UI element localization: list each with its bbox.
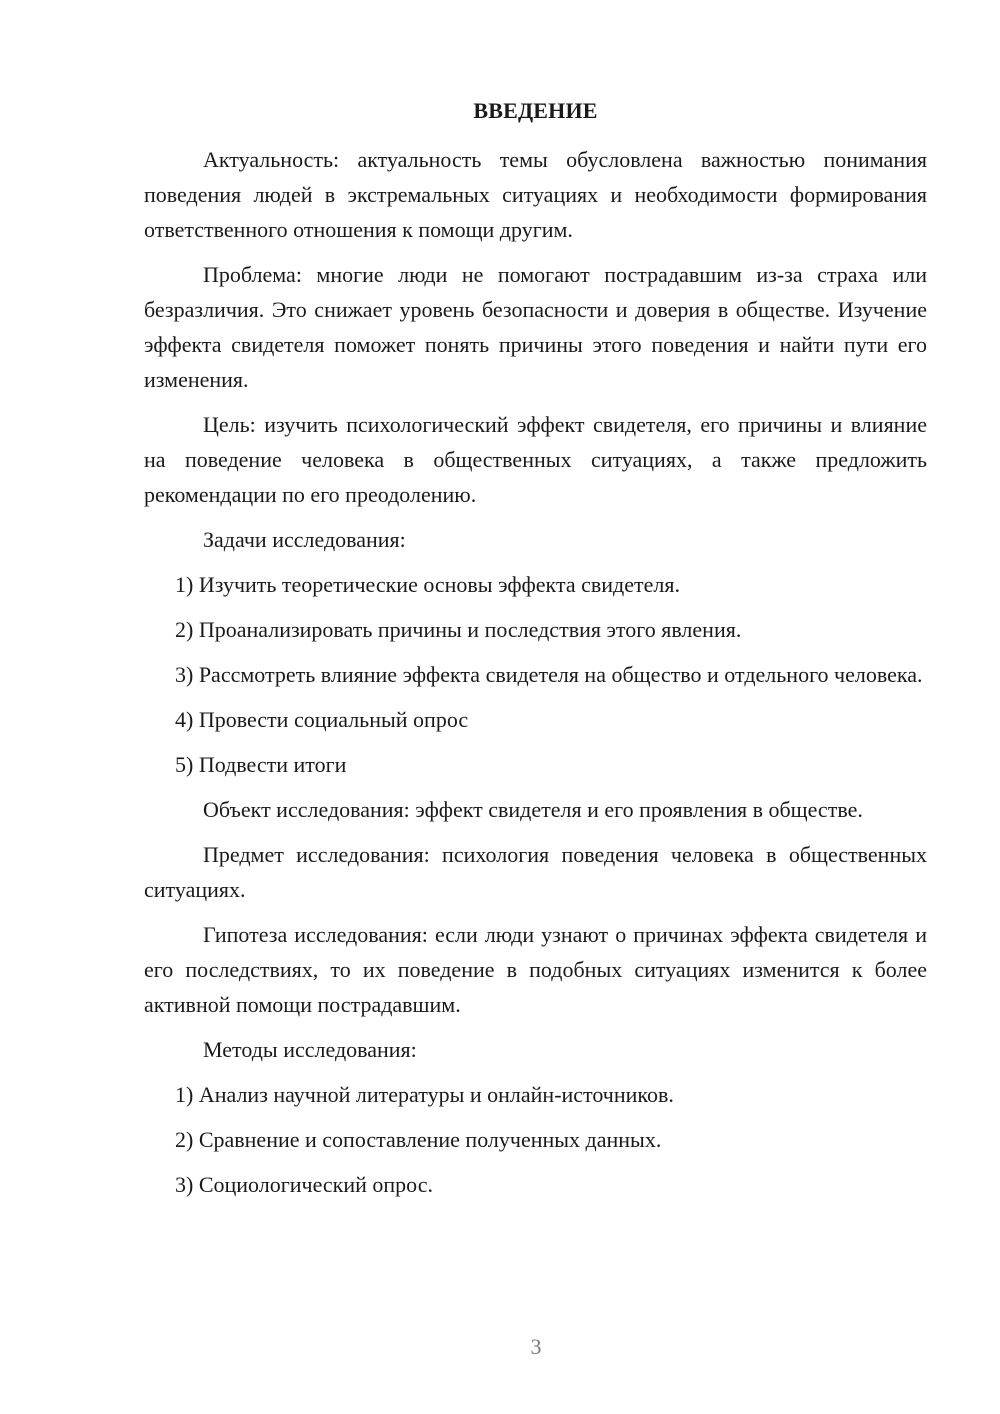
document-body: [144, 142, 927, 1212]
page-number: 3: [530, 1334, 542, 1359]
goal-paragraph: Цель: изучить психологический эффект свидетеля, его причины и влияние на поведение человека в общественных ситуациях, а также предложить рекомендации по его преодолению.: [144, 412, 927, 507]
method-item: 1) Анализ научной литературы и онлайн-источников.: [175, 1082, 674, 1107]
method-item: 2) Сравнение и сопоставление полученных данных.: [175, 1127, 662, 1152]
task-item: 3) Рассмотреть влияние эффекта свидетеля на общество и отдельного человека.: [175, 662, 923, 687]
task-item: 1) Изучить теоретические основы эффекта свидетеля.: [175, 572, 680, 597]
problem-paragraph: Проблема: многие люди не помогают пострадавшим из-за страха или безразличия. Это снижает уровень безопасности и доверия в обществе. Изучение эффекта свидетеля поможет понять причины этого поведения и найти пути его изменения.: [144, 262, 927, 392]
tasks-title: Задачи исследования:: [203, 527, 406, 552]
object-paragraph: Объект исследования: эффект свидетеля и его проявления в обществе.: [203, 797, 863, 822]
task-item: 2) Проанализировать причины и последствия этого явления.: [175, 617, 742, 642]
hypothesis-paragraph: Гипотеза исследования: если люди узнают о причинах эффекта свидетеля и его последствиях, то их поведение в подобных ситуациях изменится к более активной помощи пострадавшим.: [144, 922, 927, 1017]
subject-paragraph: Предмет исследования: психология поведения человека в общественных ситуациях.: [144, 842, 927, 902]
section-heading: ВВЕДЕНИЕ: [473, 98, 598, 123]
relevance-paragraph: Актуальность: актуальность темы обусловлена важностью понимания поведения людей в экстремальных ситуациях и необходимости формирования ответственного отношения к помощи другим.: [144, 147, 927, 242]
task-item: 5) Подвести итоги: [175, 752, 347, 777]
method-item: 3) Социологический опрос.: [175, 1172, 433, 1197]
task-item: 4) Провести социальный опрос: [175, 707, 469, 732]
methods-title: Методы исследования:: [203, 1037, 417, 1062]
